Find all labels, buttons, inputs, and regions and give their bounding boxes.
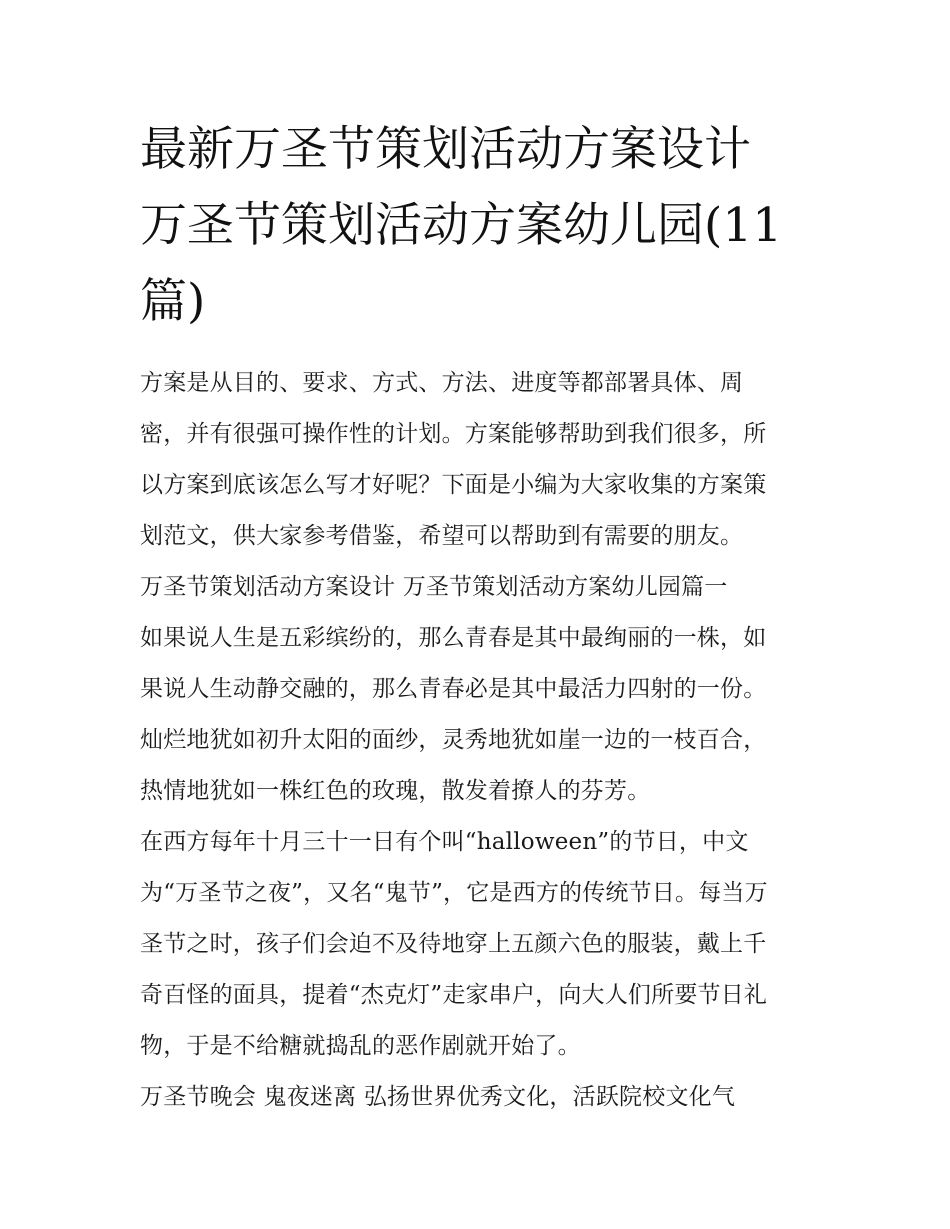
title-line: 万圣节策划活动方案幼儿园(11 (140, 198, 783, 253)
body-line: 划范文，供大家参考借鉴，希望可以帮助到有需要的朋友。 (140, 523, 744, 549)
body-line: 方案是从目的、要求、方式、方法、进度等都部署具体、周 (140, 370, 744, 396)
body-line: 果说人生动静交融的，那么青春必是其中最活力四射的一份。 (140, 676, 767, 702)
document-title (140, 112, 820, 340)
body-line: 热情地犹如一株红色的玫瑰，散发着撩人的芬芳。 (140, 778, 651, 804)
body-line: 奇百怪的面具，提着“杰克灯”走家串户，向大人们所要节日礼 (140, 982, 768, 1008)
body-line: 如果说人生是五彩缤纷的，那么青春是其中最绚丽的一株，如 (140, 625, 767, 651)
body-line: 在西方每年十月三十一日有个叫“halloween”的节日，中文 (140, 829, 749, 855)
body-line: 以方案到底该怎么写才好呢？下面是小编为大家收集的方案策 (140, 472, 767, 498)
body-line: 为“万圣节之夜”，又名“鬼节”，它是西方的传统节日。每当万 (140, 880, 768, 906)
body-line: 灿烂地犹如初升太阳的面纱，灵秀地犹如崖一边的一枝百合， (140, 727, 767, 753)
body-line: 物，于是不给糖就捣乱的恶作剧就开始了。 (140, 1033, 581, 1059)
body-line: 万圣节晚会 鬼夜迷离 弘扬世界优秀文化，活跃院校文化气 (140, 1084, 736, 1110)
document-body (140, 358, 820, 1123)
title-line: 最新万圣节策划活动方案设计 (140, 122, 751, 177)
section-heading: 万圣节策划活动方案设计 万圣节策划活动方案幼儿园篇一 (140, 574, 728, 600)
body-line: 密，并有很强可操作性的计划。方案能够帮助到我们很多，所 (140, 421, 767, 447)
title-line: 篇) (140, 274, 206, 329)
body-line: 圣节之时，孩子们会迫不及待地穿上五颜六色的服装，戴上千 (140, 931, 767, 957)
